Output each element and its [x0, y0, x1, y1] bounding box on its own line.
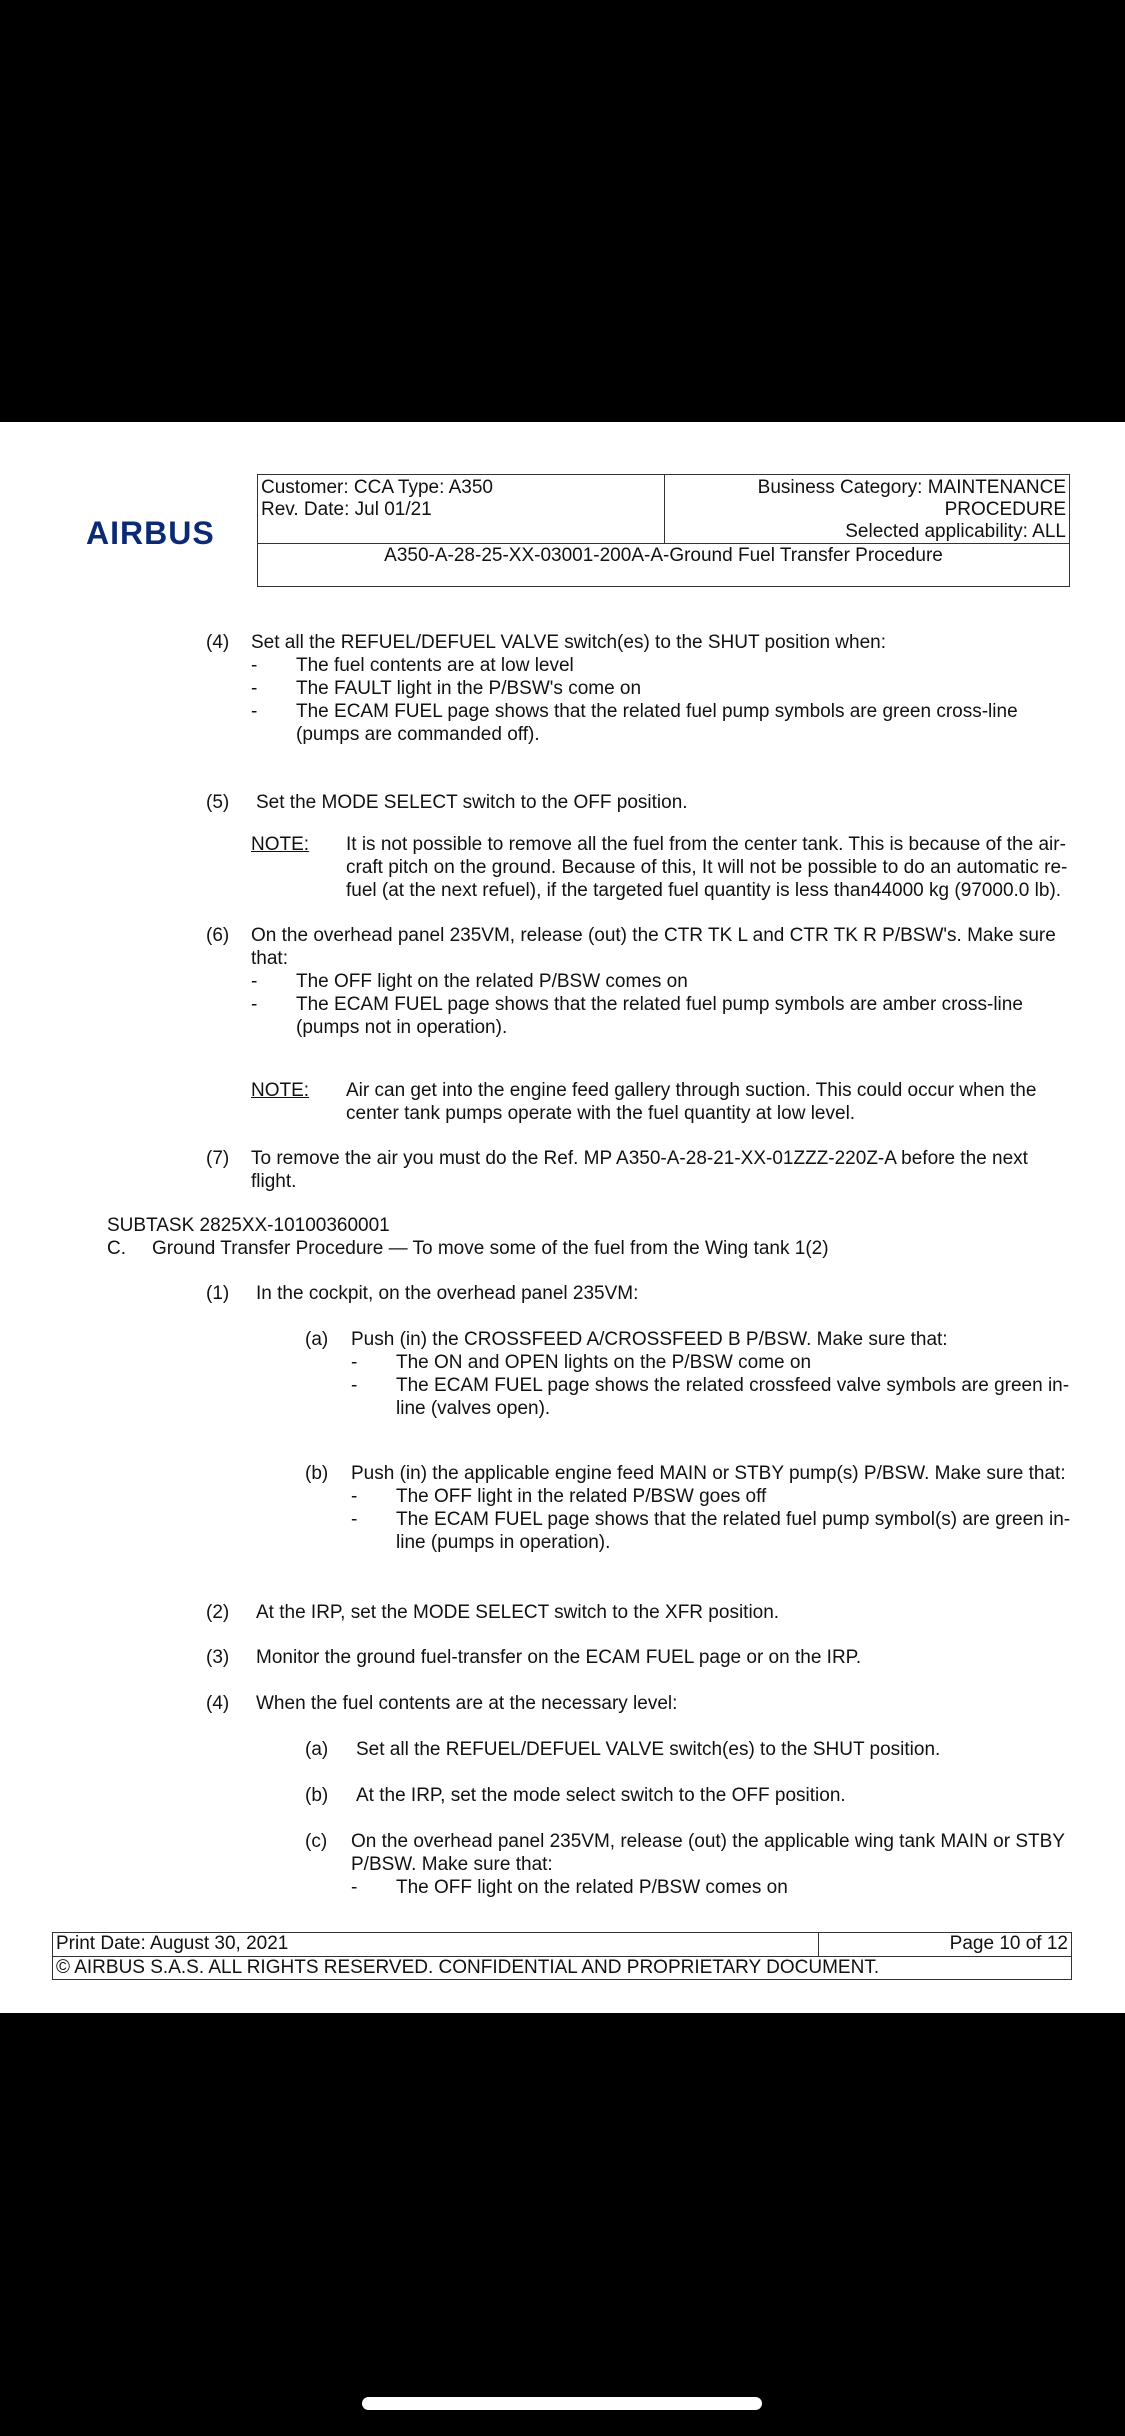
substep-label: (b) [305, 1463, 329, 1484]
bullet-dash: - [251, 701, 258, 722]
header-customer: Customer: CCA Type: A350 [261, 477, 493, 498]
substep-label: (c) [305, 1831, 328, 1852]
bullet-dash: - [351, 1375, 358, 1396]
header-divider [258, 543, 1069, 544]
bullet-text: The ECAM FUEL page shows that the related fuel pump symbol(s) are green in- [396, 1509, 1071, 1530]
subtask-id: SUBTASK 2825XX-10100360001 [107, 1215, 390, 1236]
note-label: NOTE: [251, 1080, 310, 1101]
header-category-cont: PROCEDURE [944, 499, 1066, 520]
bullet-dash: - [351, 1352, 358, 1373]
step-text: flight. [251, 1171, 297, 1192]
step-number: (1) [206, 1283, 230, 1304]
substep-label: (b) [305, 1785, 329, 1806]
note-text: Air can get into the engine feed gallery through suction. This could occur when the [346, 1080, 1037, 1101]
step-number: (6) [206, 925, 230, 946]
bullet-text: (pumps are commanded off). [296, 724, 540, 745]
bullet-dash: - [251, 994, 258, 1015]
bullet-dash: - [251, 655, 258, 676]
header-divider [664, 475, 665, 543]
substep-text: On the overhead panel 235VM, release (out) the applicable wing tank MAIN or STBY [351, 1831, 1065, 1852]
step-text: In the cockpit, on the overhead panel 235VM: [256, 1283, 639, 1304]
note-label: NOTE: [251, 834, 310, 855]
footer-copyright: © AIRBUS S.A.S. ALL RIGHTS RESERVED. CONFIDENTIAL AND PROPRIETARY DOCUMENT. [56, 1957, 880, 1978]
step-number: (4) [206, 632, 230, 653]
step-text: At the IRP, set the MODE SELECT switch to the XFR position. [256, 1602, 780, 1623]
bullet-dash: - [251, 678, 258, 699]
bullet-text: (pumps not in operation). [296, 1017, 508, 1038]
section-title: Ground Transfer Procedure — To move some of the fuel from the Wing tank 1(2) [152, 1238, 829, 1259]
footer-print-date: Print Date: August 30, 2021 [56, 1933, 289, 1954]
bullet-text: The FAULT light in the P/BSW's come on [296, 678, 642, 699]
bullet-text: The ECAM FUEL page shows that the related fuel pump symbols are green cross-line [296, 701, 1018, 722]
airbus-logo: AIRBUS [86, 515, 215, 551]
header-rev-date: Rev. Date: Jul 01/21 [261, 499, 432, 520]
bullet-text: The OFF light on the related P/BSW comes on [296, 971, 688, 992]
step-text: On the overhead panel 235VM, release (out) the CTR TK L and CTR TK R P/BSW's. Make sure [251, 925, 1056, 946]
bullet-dash: - [351, 1509, 358, 1530]
home-indicator[interactable] [362, 2397, 762, 2410]
header-table [257, 474, 1070, 587]
note-text: It is not possible to remove all the fuel from the center tank. This is because of the air- [346, 834, 1066, 855]
bullet-dash: - [351, 1877, 358, 1898]
substep-label: (a) [305, 1739, 329, 1760]
step-text: Set the MODE SELECT switch to the OFF position. [256, 792, 688, 813]
substep-text: Push (in) the CROSSFEED A/CROSSFEED B P/BSW. Make sure that: [351, 1329, 948, 1350]
substep-text: At the IRP, set the mode select switch to the OFF position. [356, 1785, 846, 1806]
header-applicability: Selected applicability: ALL [845, 521, 1066, 542]
note-text: craft pitch on the ground. Because of this, It will not be possible to do an automatic re- [346, 857, 1068, 878]
step-text: Set all the REFUEL/DEFUEL VALVE switch(es) to the SHUT position when: [251, 632, 886, 653]
note-text: fuel (at the next refuel), if the targeted fuel quantity is less than44000 kg (97000.0 lb). [346, 880, 1062, 901]
bullet-text: The ON and OPEN lights on the P/BSW come on [396, 1352, 812, 1373]
bullet-dash: - [251, 971, 258, 992]
note-text: center tank pumps operate with the fuel quantity at low level. [346, 1103, 856, 1124]
step-text: When the fuel contents are at the necessary level: [256, 1693, 678, 1714]
bullet-text: The ECAM FUEL page shows the related crossfeed valve symbols are green in- [396, 1375, 1070, 1396]
header-category: Business Category: MAINTENANCE [757, 477, 1066, 498]
substep-label: (a) [305, 1329, 329, 1350]
bullet-text: The OFF light in the related P/BSW goes off [396, 1486, 767, 1507]
step-number: (3) [206, 1647, 230, 1668]
substep-text: P/BSW. Make sure that: [351, 1854, 553, 1875]
step-number: (2) [206, 1602, 230, 1623]
bullet-text: line (valves open). [396, 1398, 551, 1419]
header-title: A350-A-28-25-XX-03001-200A-A-Ground Fuel Transfer Procedure [384, 545, 943, 566]
step-text: To remove the air you must do the Ref. MP A350-A-28-21-XX-01ZZZ-220Z-A before the next [251, 1148, 1028, 1169]
bullet-text: The ECAM FUEL page shows that the related fuel pump symbols are amber cross-line [296, 994, 1023, 1015]
step-number: (5) [206, 792, 230, 813]
document-page [0, 422, 1125, 2013]
bullet-dash: - [351, 1486, 358, 1507]
step-number: (4) [206, 1693, 230, 1714]
footer-divider [818, 1933, 819, 1956]
bullet-text: The OFF light on the related P/BSW comes on [396, 1877, 788, 1898]
step-text: Monitor the ground fuel-transfer on the ECAM FUEL page or on the IRP. [256, 1647, 862, 1668]
bullet-text: The fuel contents are at low level [296, 655, 574, 676]
step-text: that: [251, 948, 288, 969]
substep-text: Set all the REFUEL/DEFUEL VALVE switch(es) to the SHUT position. [356, 1739, 941, 1760]
bullet-text: line (pumps in operation). [396, 1532, 611, 1553]
step-number: (7) [206, 1148, 230, 1169]
section-letter: C. [107, 1238, 126, 1259]
footer-page-number: Page 10 of 12 [949, 1933, 1068, 1954]
footer-table [52, 1932, 1072, 1980]
substep-text: Push (in) the applicable engine feed MAIN or STBY pump(s) P/BSW. Make sure that: [351, 1463, 1066, 1484]
